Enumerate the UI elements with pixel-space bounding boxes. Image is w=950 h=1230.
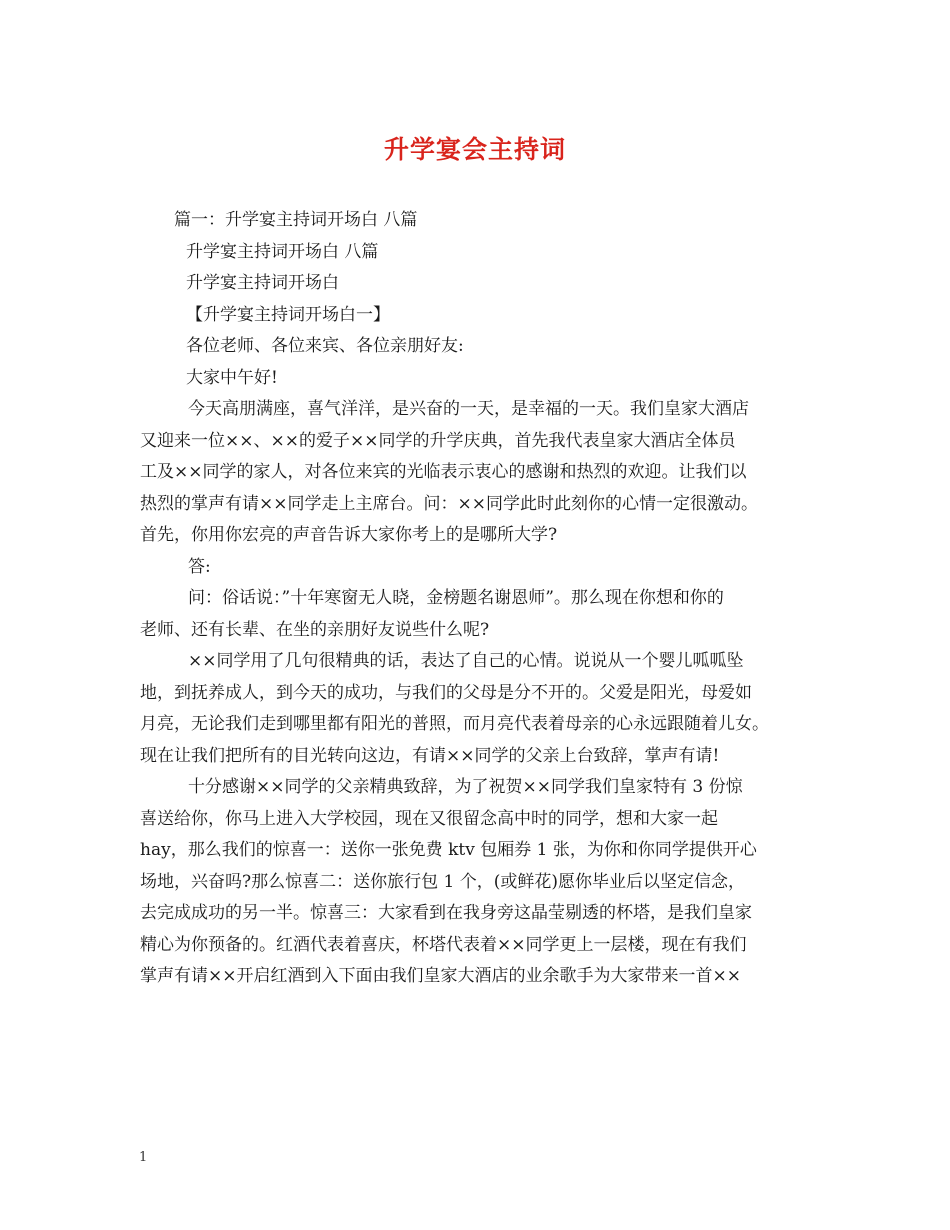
document-body <box>140 205 820 993</box>
text-line: 现在让我们把所有的目光转向这边，有请××同学的父亲上台致辞，掌声有请! <box>140 745 720 766</box>
text-line: 各位老师、各位来宾、各位亲朋好友: <box>186 336 464 356</box>
text-line: 热烈的掌声有请××同学走上主席台。问：××同学此时此刻你的心情一定很激动。 <box>140 493 758 514</box>
page-number: 1 <box>139 1150 148 1165</box>
text-line: 掌声有请××开启红酒到入下面由我们皇家大酒店的业余歌手为大家带来一首×× <box>140 966 741 986</box>
text-line: 升学宴主持词开场白 八篇 <box>186 241 379 262</box>
text-line: 地，到抚养成人，到今天的成功，与我们的父母是分不开的。父爱是阳光，母爱如 <box>140 682 752 703</box>
text-line: 升学宴主持词开场白 <box>186 273 339 293</box>
text-line: 首先，你用你宏亮的声音告诉大家你考上的是哪所大学? <box>140 525 558 545</box>
text-line: 问：俗话说：”十年寒窗无人晓，金榜题名谢恩师”。那么现在你想和你的 <box>188 588 724 608</box>
text-line: 去完成成功的另一半。惊喜三：大家看到在我身旁这晶莹剔透的杯塔，是我们皇家 <box>140 903 752 923</box>
text-line: 大家中午好! <box>186 367 278 388</box>
text-line: ××同学用了几句很精典的话，表达了自己的心情。说说从一个婴儿呱呱坠 <box>188 651 744 671</box>
text-line: 月亮，无论我们走到哪里都有阳光的普照，而月亮代表着母亲的心永远跟随着儿女。 <box>140 714 769 734</box>
text-line: 十分感谢××同学的父亲精典致辞，为了祝贺××同学我们皇家特有 3 份惊 <box>188 777 743 797</box>
text-line: 工及××同学的家人，对各位来宾的光临表示衷心的感谢和热烈的欢迎。让我们以 <box>140 462 747 482</box>
text-line: 精心为你预备的。红酒代表着喜庆，杯塔代表着××同学更上一层楼，现在有我们 <box>140 934 747 955</box>
text-line: 篇一：升学宴主持词开场白 八篇 <box>174 210 418 230</box>
text-line: 今天高朋满座，喜气洋洋，是兴奋的一天，是幸福的一天。我们皇家大酒店 <box>188 399 749 419</box>
text-line: 老师、还有长辈、在坐的亲朋好友说些什么呢? <box>140 619 490 640</box>
text-line: 【升学宴主持词开场白一】 <box>186 304 390 325</box>
text-line: hay，那么我们的惊喜一：送你一张免费 ktv 包厢券 1 张，为你和你同学提供开心 <box>140 840 757 860</box>
text-line: 场地，兴奋吗?那么惊喜二：送你旅行包 1 个，(或鲜花)愿你毕业后以坚定信念， <box>140 871 746 892</box>
text-line: 答: <box>188 556 211 577</box>
text-line: 喜送给你，你马上进入大学校园，现在又很留念高中时的同学，想和大家一起 <box>140 808 718 829</box>
text-line: 又迎来一位××、××的爱子××同学的升学庆典，首先我代表皇家大酒店全体员 <box>140 430 736 451</box>
document-title: 升学宴会主持词 <box>383 135 566 164</box>
